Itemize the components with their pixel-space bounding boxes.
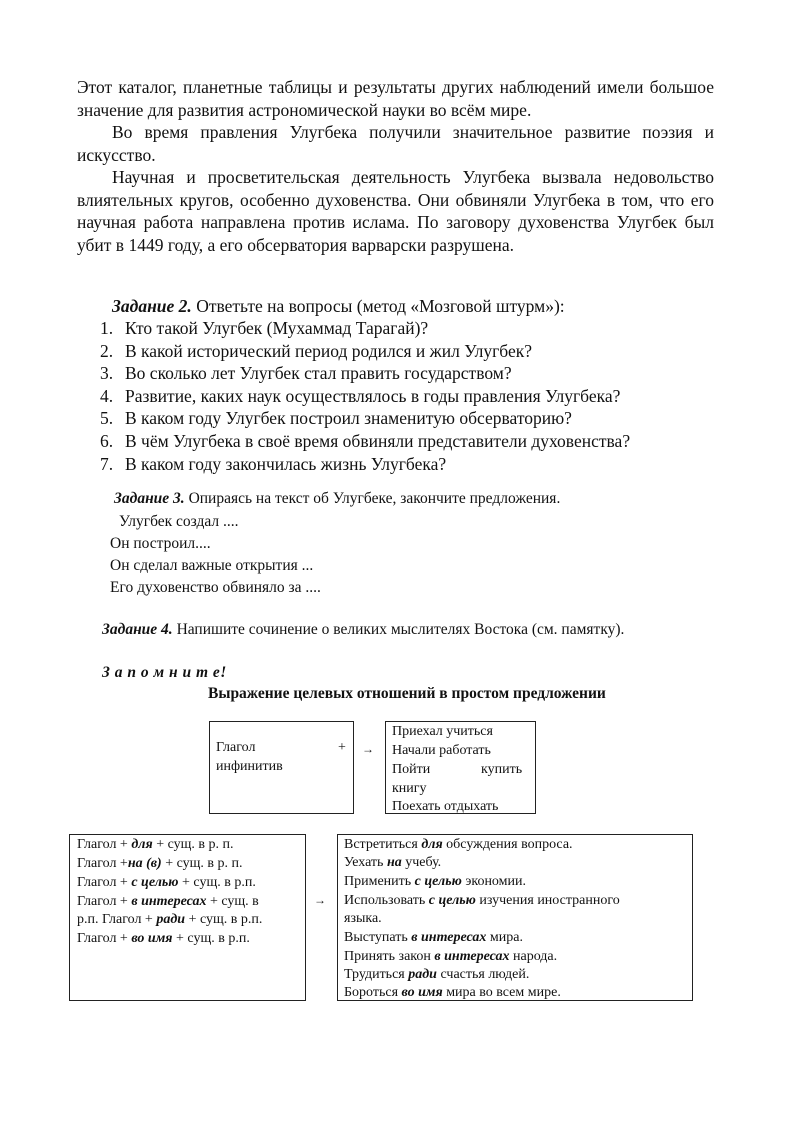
table2-formula-box	[69, 834, 306, 1001]
formula-line: Глагол + для + сущ. в р. п.	[77, 837, 234, 852]
task3-line: Его духовенство обвиняло за ....	[110, 579, 321, 596]
example-line: купить	[481, 762, 523, 777]
question-number: 2.	[100, 340, 114, 361]
task2-heading	[112, 295, 732, 318]
table1-arrow: →	[362, 742, 374, 756]
task3-label: Задание 3.	[114, 490, 185, 507]
formula-line: Глагол + с целью + сущ. в р.п.	[77, 875, 256, 890]
question-number: 4.	[100, 385, 114, 406]
list-item	[100, 317, 740, 340]
list-item	[100, 407, 740, 430]
question-text: В чём Улугбека в своё время обвиняли представители духовенства?	[125, 430, 631, 451]
table2-examples-box	[337, 834, 693, 1001]
table1-examples-box	[385, 721, 536, 814]
example-line: Применить с целью экономии.	[344, 874, 527, 889]
question-number: 5.	[100, 408, 114, 429]
list-item	[100, 430, 740, 453]
question-number: 6.	[100, 430, 114, 451]
table2-arrow: →	[314, 893, 326, 907]
question-text: Во сколько лет Улугбек стал править государством?	[125, 363, 512, 384]
table1-formula-box	[209, 721, 354, 814]
example-line: Принять закон в интересах народа.	[344, 949, 558, 964]
question-number: 7.	[100, 453, 114, 474]
rule-title: Выражение целевых отношений в простом предложении	[208, 685, 606, 702]
task4-heading	[102, 619, 742, 641]
remember-label: З а п о м н и т е!	[102, 664, 227, 681]
paragraph-1: Этот каталог, планетные таблицы и результаты других наблюдений имели большое значение для развития астрономической науки во всём мире.	[77, 77, 714, 120]
task4-label: Задание 4.	[102, 621, 173, 638]
example-line: Трудиться ради счастья людей.	[344, 967, 530, 982]
formula-infinitive: инфинитив	[216, 759, 283, 774]
formula-line: Глагол +на (в) + сущ. в р. п.	[77, 856, 243, 871]
task3-line: Он сделал важные открытия ...	[110, 557, 314, 574]
task4-text: Напишите сочинение о великих мыслителях Востока (см. памятку).	[176, 621, 625, 638]
example-line: Бороться во имя мира во всем мире.	[344, 985, 561, 1000]
example-line: Поехать отдыхать	[392, 799, 499, 814]
question-text: В какой исторический период родился и жил Улугбек?	[125, 340, 533, 361]
task3-line: Улугбек создал ....	[119, 513, 239, 530]
paragraph-3: Научная и просветительская деятельность Улугбека вызвала недовольство влиятельных кругов, особенно духовенства. Они обвиняли Улугбека в том, что его научная работа направлена против ислама. По заговору духовенства Улугбек был убит в 1449 году, а его обсерватория варварски разрушена.	[77, 167, 714, 255]
question-text: Кто такой Улугбек (Мухаммад Тарагай)?	[125, 318, 429, 338]
example-line: Начали работать	[392, 743, 491, 758]
task3-heading	[114, 488, 714, 510]
task3-line: Он построил....	[110, 535, 211, 552]
example-line: Уехать на учебу.	[344, 855, 442, 870]
question-text: В каком году закончилась жизнь Улугбека?	[125, 453, 447, 474]
example-line: Использовать с целью изучения иностранного	[344, 893, 620, 908]
example-line: Встретиться для обсуждения вопроса.	[344, 837, 573, 852]
list-item	[100, 385, 740, 408]
formula-line: Глагол + в интересах + сущ. в	[77, 894, 259, 909]
list-item	[100, 362, 740, 385]
question-number: 3.	[100, 363, 114, 384]
example-line: книгу	[392, 781, 427, 796]
example-line: Пойти	[392, 762, 431, 777]
example-line: Приехал учиться	[392, 724, 493, 739]
question-number: 1.	[100, 318, 114, 338]
question-text: Развитие, каких наук осуществлялось в годы правления Улугбека?	[125, 385, 621, 406]
question-text: В каком году Улугбек построил знаменитую обсерваторию?	[125, 408, 572, 429]
paragraph-2: Во время правления Улугбека получили значительное развитие поэзия и искусство.	[77, 122, 714, 165]
task3-text: Опираясь на текст об Улугбеке, закончите предложения.	[188, 490, 561, 507]
example-line: Выступать в интересах мира.	[344, 930, 523, 945]
formula-line: Глагол + во имя + сущ. в р.п.	[77, 931, 250, 946]
task2-question-list	[100, 317, 740, 475]
example-line: языка.	[344, 911, 382, 926]
formula-plus: +	[338, 740, 346, 755]
list-item	[100, 453, 740, 476]
list-item	[100, 340, 740, 363]
formula-line: р.п. Глагол + ради + сущ. в р.п.	[77, 912, 263, 927]
task2-text: Ответьте на вопросы (метод «Мозговой штурм»):	[196, 296, 565, 316]
task2-label: Задание 2.	[112, 296, 192, 316]
formula-verb: Глагол	[216, 740, 256, 755]
